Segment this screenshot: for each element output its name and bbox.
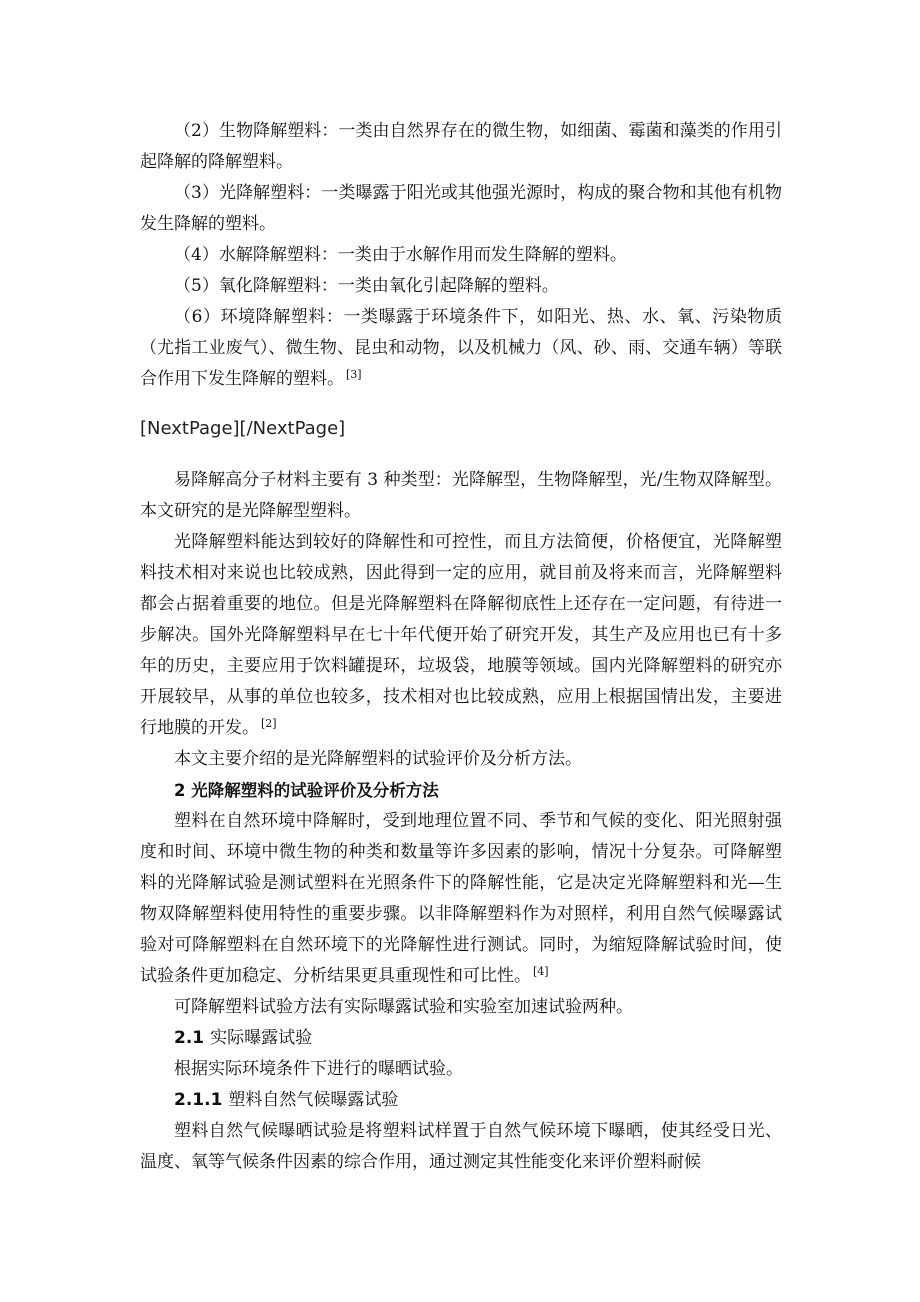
section-heading-2-1 xyxy=(140,1023,782,1054)
definition-environmental: （6）环境降解塑料：一类曝露于环境条件下，如阳光、热、水、氧、污染物质（尤指工业废气）、微生物、昆虫和动物，以及机械力（风、砂、雨、交通车辆）等联合作用下发生降解的塑料。 [3] xyxy=(140,307,782,389)
section-heading-2-1-1 xyxy=(140,1085,782,1116)
paragraph-intro-scope: 本文主要介绍的是光降解塑料的试验评价及分析方法。 xyxy=(174,749,582,769)
document-content xyxy=(140,116,782,1178)
section-number: 2.1 xyxy=(174,1028,205,1048)
definition-oxidative: （5）氧化降解塑料：一类由氧化引起降解的塑料。 xyxy=(174,276,559,296)
paragraph-actual-exposure: 根据实际环境条件下进行的曝晒试验。 xyxy=(174,1059,463,1079)
paragraph-types: 易降解高分子材料主要有 3 种类型：光降解型，生物降解型，光/生物双降解型。本文研究的是光降解型塑料。 xyxy=(140,470,782,521)
section-title: 实际曝露试验 xyxy=(210,1028,313,1048)
citation-ref: [2] xyxy=(261,717,277,730)
definition-hydrolytic: （4）水解降解塑料：一类由于水解作用而发生降解的塑料。 xyxy=(174,245,627,265)
section-heading-2: 2 光降解塑料的试验评价及分析方法 xyxy=(174,781,439,800)
section-number: 2.1.1 xyxy=(174,1090,223,1110)
citation-ref: [4] xyxy=(533,965,549,978)
next-page-marker: [NextPage][/NextPage] xyxy=(140,418,346,439)
paragraph-degradation-factors: 塑料在自然环境中降解时，受到地理位置不同、季节和气候的变化、阳光照射强度和时间、环境中微生物的种类和数量等许多因素的影响，情况十分复杂。可降解塑料的光降解试验是测试塑料在光照条件下的降解性能，它是决定光降解塑料和光—生物双降解塑料使用特性的重要步骤。以非降解塑料作为对照样，利用自然气候曝露试验对可降解塑料在自然环境下的光降解性进行测试。同时，为缩短降解试验时间，使试验条件更加稳定、分析结果更具重现性和可比性。 [4] xyxy=(140,811,782,986)
citation-ref: [3] xyxy=(346,368,362,381)
definition-photodegradable: （3）光降解塑料：一类曝露于阳光或其他强光源时，构成的聚合物和其他有机物发生降解的塑料。 xyxy=(140,183,782,234)
definition-biodegradable: （2）生物降解塑料：一类由自然界存在的微生物，如细菌、霉菌和藻类的作用引起降解的降解塑料。 xyxy=(140,121,782,172)
section-title: 塑料自然气候曝露试验 xyxy=(228,1090,399,1110)
paragraph-photodegradable-overview: 光降解塑料能达到较好的降解性和可控性，而且方法简便，价格便宜，光降解塑料技术相对来说也比较成熟，因此得到一定的应用，就目前及将来而言，光降解塑料都会占据着重要的地位。但是光降解塑料在降解彻底性上还存在一定问题，有待进一步解决。国外光降解塑料早在七十年代便开始了研究开发，其生产及应用也已有十多年的历史，主要应用于饮料罐提环，垃圾袋，地膜等领域。国内光降解塑料的研究亦开展较早，从事的单位也较多，技术相对也比较成熟，应用上根据国情出发，主要进行地膜的开发。 [2] xyxy=(140,532,782,738)
paragraph-natural-weathering: 塑料自然气候曝晒试验是将塑料试样置于自然气候环境下曝晒，使其经受日光、温度、氧等气候条件因素的综合作用，通过测定其性能变化来评价塑料耐候 xyxy=(140,1121,782,1172)
paragraph-test-methods: 可降解塑料试验方法有实际曝露试验和实验室加速试验两种。 xyxy=(174,997,633,1017)
